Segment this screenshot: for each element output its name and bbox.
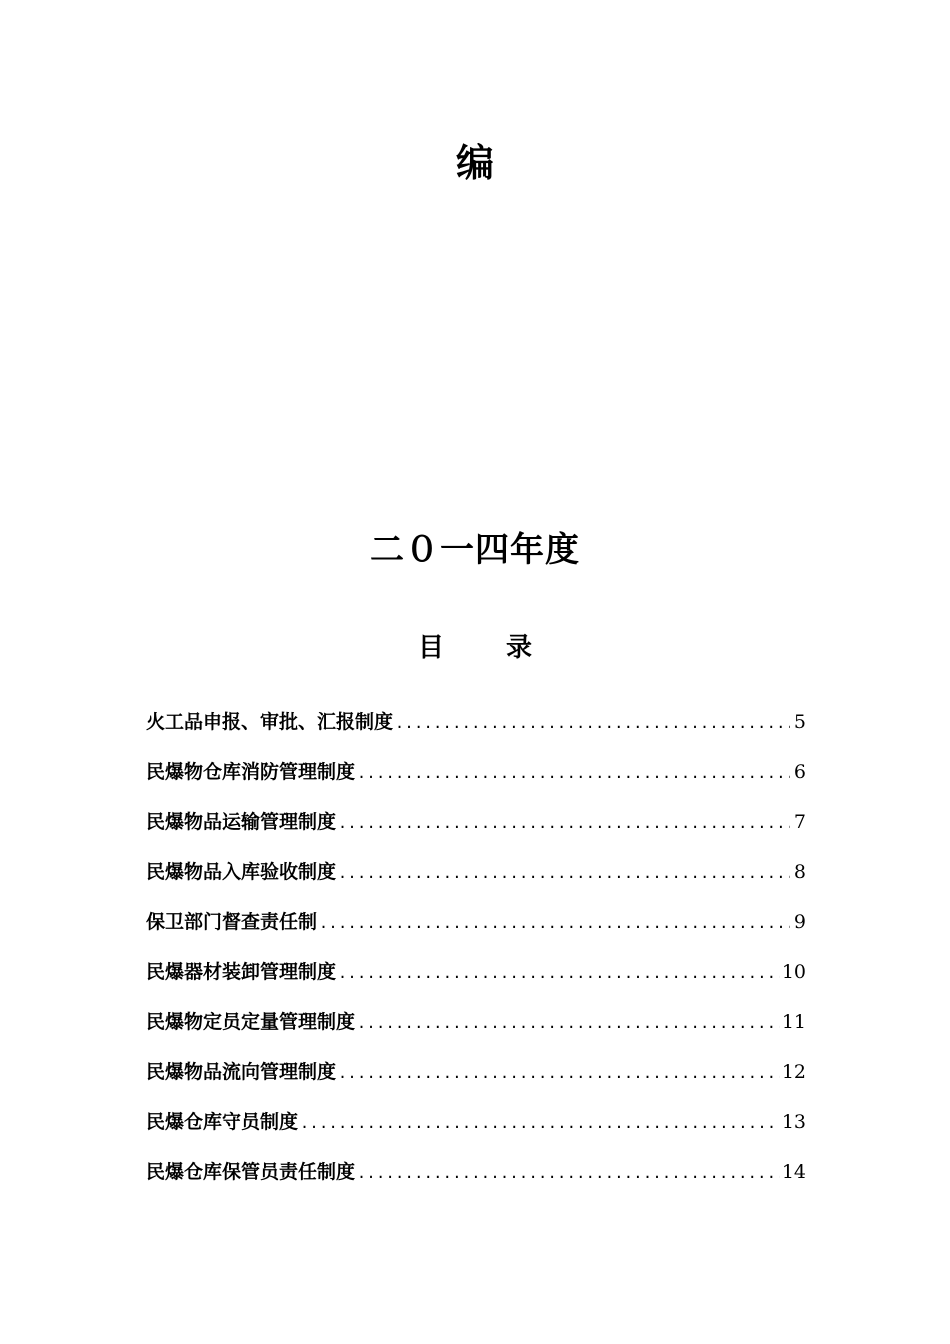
toc-item-title[interactable]: 保卫部门督查责任制 [146,911,318,933]
year-title: 二０一四年度 [370,530,580,570]
toc-item[interactable] [146,1050,806,1100]
toc-item-page[interactable]: 13 [781,1111,806,1133]
toc-leader-dots [319,901,790,945]
toc-heading-left: 目 [417,633,444,663]
toc-item-page[interactable]: 9 [793,911,806,933]
toc-item-page[interactable]: 7 [793,811,806,833]
toc-item-title[interactable]: 民爆物仓库消防管理制度 [146,761,356,783]
toc-item-page[interactable]: 12 [781,1061,806,1083]
toc-item-title[interactable]: 民爆器材装卸管理制度 [146,961,337,983]
toc-list [146,700,806,1200]
toc-item-page[interactable]: 8 [793,861,806,883]
cover-title-char: 编 [455,140,494,185]
toc-item-title[interactable]: 火工品申报、审批、汇报制度 [146,711,394,733]
toc-leader-dots [300,1101,780,1145]
toc-item-page[interactable]: 11 [781,1011,806,1033]
toc-item-page[interactable]: 14 [781,1161,806,1183]
toc-leader-dots [338,851,790,895]
toc-item-page[interactable]: 5 [793,711,806,733]
toc-leader-dots [357,1151,780,1195]
toc-item-title[interactable]: 民爆仓库保管员责任制度 [146,1161,356,1183]
toc-item-page[interactable]: 10 [781,961,806,983]
toc-item-title[interactable]: 民爆物品入库验收制度 [146,861,337,883]
toc-item-title[interactable]: 民爆物品运输管理制度 [146,811,337,833]
toc-item[interactable] [146,700,806,750]
toc-item[interactable] [146,900,806,950]
toc-item[interactable] [146,1150,806,1200]
toc-leader-dots [338,951,780,995]
toc-item[interactable] [146,850,806,900]
toc-leader-dots [357,751,790,795]
toc-item[interactable] [146,800,806,850]
toc-leader-dots [338,1051,780,1095]
toc-leader-dots [395,701,790,745]
toc-heading-right: 录 [506,633,533,663]
toc-heading [0,628,950,668]
toc-item[interactable] [146,1100,806,1150]
toc-leader-dots [357,1001,780,1045]
toc-item-title[interactable]: 民爆物品流向管理制度 [146,1061,337,1083]
toc-item[interactable] [146,1000,806,1050]
toc-item-page[interactable]: 6 [793,761,806,783]
toc-item-title[interactable]: 民爆仓库守员制度 [146,1111,299,1133]
toc-leader-dots [338,801,790,845]
toc-item[interactable] [146,950,806,1000]
toc-item-title[interactable]: 民爆物定员定量管理制度 [146,1011,356,1033]
toc-item[interactable] [146,750,806,800]
